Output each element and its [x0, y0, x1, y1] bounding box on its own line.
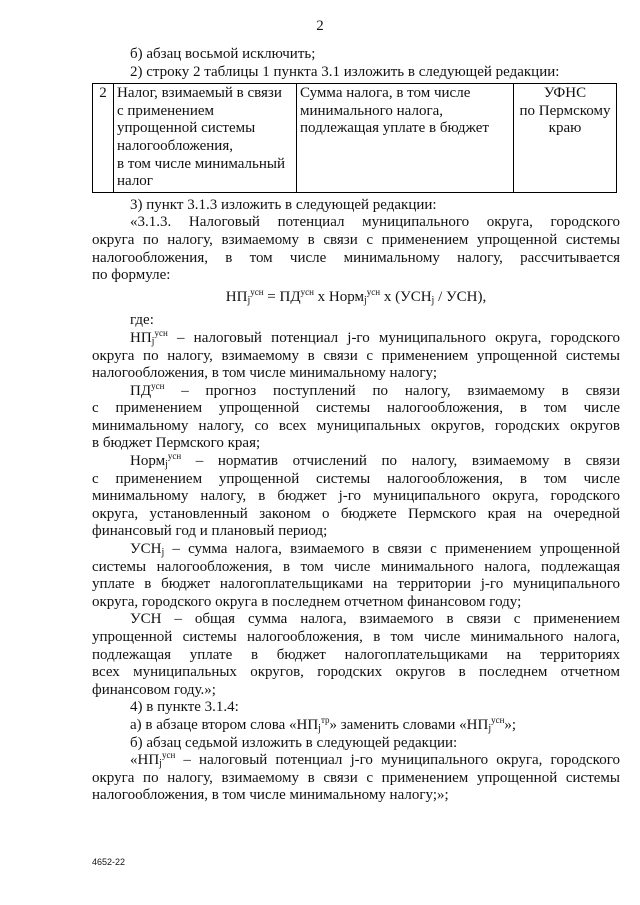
item3-paragraph [92, 214, 620, 284]
text-line: Норм$_j^{усн}$ – норматив отчислений по налогу, взимаемому в связи [130, 451, 620, 471]
text-line: «3.1.3. Налоговый потенциал муниципального округа, городского [130, 214, 620, 231]
table-cell-description [297, 84, 514, 193]
item4-heading: 4) в пункте 3.1.4: [130, 699, 239, 716]
text-line: в бюджет Пермского края; [92, 435, 261, 452]
text-line: округа, установленный законом о бюджете Пермского края на очередной [92, 505, 620, 522]
text-line: упрощенной системы налогообложения, в том числе минимального налога, [92, 629, 620, 645]
page-number: 2 [316, 18, 324, 34]
item4-b: б) абзац седьмой изложить в следующей редакции: [130, 734, 458, 751]
text-line: УСН – общая сумма налога, взимаемого в связи с применением [130, 611, 620, 628]
table-cell-administrator [514, 84, 617, 193]
cell-line: краю [548, 120, 582, 137]
text-line: уплате в бюджет налогоплательщиками на территории j-го муниципального [92, 576, 620, 593]
text-line: $НП_j^{усн}$ – налоговый потенциал j-го муниципального округа, городского [130, 327, 620, 347]
cell-line: упрощенной системы [117, 120, 256, 137]
cell-line: по Пермскому [519, 102, 611, 119]
definition-pd [92, 380, 620, 453]
table-row-2 [92, 83, 617, 193]
definition-usn [92, 611, 620, 699]
text-line: подлежащая уплате в бюджет налогоплательщиками на территориях [92, 646, 620, 663]
text-line: $УСН_j$ – сумма налога, взимаемого в связи с применением упрощенной [130, 541, 620, 559]
where-label: где: [130, 312, 154, 329]
text-line: налогообложения, в том числе минимальному налогу; [92, 365, 437, 382]
text-line: по формуле: [92, 267, 171, 284]
table-cell-name [114, 84, 297, 193]
item4-quote [92, 752, 620, 805]
cell-line: с применением [117, 102, 215, 119]
text-line: налогообложения, в том числе минимальному налогу, рассчитывается [92, 249, 620, 266]
cell-line: налог [117, 173, 153, 190]
cell-line: в том числе минимальный [117, 155, 285, 172]
document-body [92, 46, 620, 805]
item3-heading: 3) пункт 3.1.3 изложить в следующей редакции: [130, 196, 437, 213]
text-line: минимальному налогу, в бюджет j-го муниципального округа, городского [92, 488, 620, 505]
text-line: налогообложения, в том числе минимальному налогу;»; [92, 787, 449, 804]
text-line: округа по налогу, взимаемому в связи с применением упрощенной системы [92, 231, 620, 248]
text-line: финансовом году.»; [92, 681, 216, 698]
intro-line-2: 2) строку 2 таблицы 1 пункта 3.1 изложить в следующей редакции: [130, 63, 560, 80]
text-line: с применением упрощенной системы налогообложения, в том числе [92, 400, 620, 417]
cell-line: налогообложения, [117, 137, 233, 154]
item4-a: а) в абзаце втором слова «$НП_j^{тр}$» заменить словами «$НП_j^{усн}$»; [130, 714, 517, 734]
text-line: финансовый год и плановый период; [92, 523, 328, 540]
text-line: округа, городского округа в последнем отчетном финансовом году; [92, 593, 522, 610]
text-line: всех муниципальных округов, городских округов в последнем отчетном [92, 664, 620, 681]
text-line: округа по налогу, взимаемому в связи с применением упрощенной системы [92, 347, 620, 364]
document-code: 4652-22 [92, 857, 126, 867]
formula: $НП_j^{усн} = ПД^{усн}$ х Норм$_j^{усн}$ х $(УСН_j / УСН)$, [225, 286, 487, 306]
table-cell-number: 2 [93, 84, 114, 193]
definition-norm [92, 453, 620, 541]
cell-line: минимального налога, [300, 102, 443, 119]
definition-np [92, 327, 620, 383]
text-line: системы налогообложения, в том числе минимального налога, подлежащая [92, 558, 620, 575]
cell-line: подлежащая уплате в бюджет [300, 120, 489, 137]
text-line: минимальному налогу, со всех муниципальных округов, городских округов [92, 417, 620, 434]
definition-usnj [92, 541, 620, 611]
cell-line: Сумма налога, в том числе [300, 85, 471, 102]
cell-line: Налог, взимаемый в связи [117, 85, 282, 102]
text-line: округа по налогу, взимаемому в связи с применением упрощенной системы [92, 769, 620, 786]
text-line: с применением упрощенной системы налогообложения, в том числе [92, 470, 620, 487]
text-line: $ПД^{усн}$ – прогноз поступлений по налогу, взимаемому в связи [130, 380, 620, 399]
cell-line: УФНС [543, 85, 587, 102]
intro-line-b: б) абзац восьмой исключить; [130, 46, 316, 62]
text-line: «$НП_j^{усн}$ – налоговый потенциал j-го муниципального округа, городского [130, 750, 620, 770]
